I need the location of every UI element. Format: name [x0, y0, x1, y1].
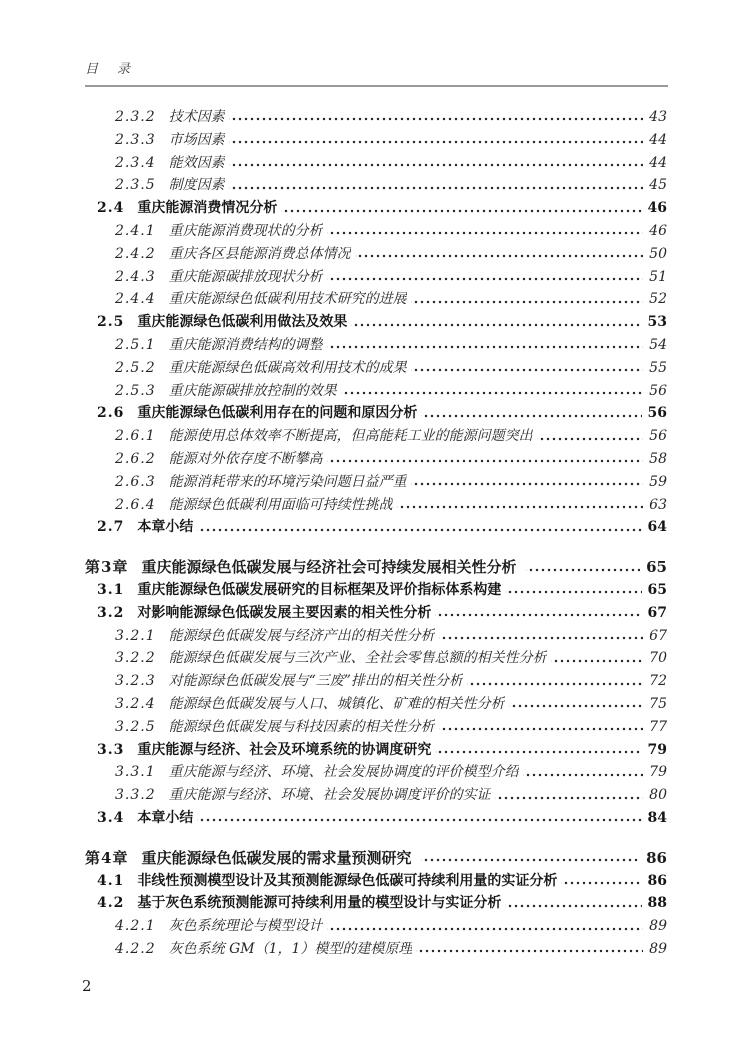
toc-entry [85, 197, 667, 220]
toc-entry-page: 86 [646, 848, 667, 867]
toc-leader-dots [537, 425, 643, 448]
toc-leader-dots [229, 129, 643, 152]
toc-entry-page: 58 [649, 450, 667, 467]
toc-entry [85, 380, 667, 403]
toc-leader-dots [439, 625, 643, 648]
toc-entry-title: 能源对外依存度不断攀高 [168, 450, 323, 467]
toc-entry-page: 46 [649, 222, 667, 239]
toc-entry-page: 67 [649, 627, 667, 644]
toc-entry [85, 807, 667, 830]
toc-entry [85, 892, 667, 915]
toc-entry-title: 本章小结 [137, 519, 194, 536]
toc-entry-number: 3.4 [97, 809, 125, 826]
toc-entry-title: 重庆能源绿色低碳利用技术研究的进展 [168, 291, 407, 308]
toc-entry-title: 能源消耗带来的环境污染问题日益严重 [168, 473, 407, 490]
toc-entry [85, 693, 667, 716]
toc-entry-page: 43 [649, 109, 667, 125]
toc-leader-dots [505, 579, 641, 602]
toc-entry-number: 4.2.2 [115, 940, 156, 957]
toc-leader-dots [327, 266, 643, 289]
toc-entry-title: 能源绿色低碳发展与经济产出的相关性分析 [168, 627, 435, 644]
toc-entry-number: 2.6.4 [115, 496, 156, 513]
toc-entry-title: 市场因素 [168, 131, 225, 148]
toc-entry [85, 870, 667, 893]
toc-entry-number: 2.6.2 [115, 450, 156, 467]
toc-entry-number: 4.1 [97, 872, 125, 889]
toc-entry-page: 80 [649, 787, 667, 804]
toc-entry-title: 重庆能源碳排放现状分析 [168, 268, 323, 285]
toc-leader-dots [439, 716, 643, 739]
toc-entry-number: 3.1 [97, 581, 125, 598]
toc-leader-dots [197, 807, 641, 830]
toc-entry [85, 357, 667, 380]
toc-entry-number: 2.5.2 [115, 359, 156, 376]
toc-entry-title: 灰色系统 GM（1，1）模型的建模原理 [168, 940, 413, 957]
toc-entry [85, 402, 667, 425]
toc-entry-page: 53 [647, 314, 667, 331]
toc-leader-dots [341, 380, 643, 403]
toc-entry-number: 3.2.4 [115, 695, 156, 712]
toc-leader-dots [327, 915, 643, 938]
toc-leader-dots [416, 938, 643, 961]
toc-entry-title: 基于灰色系统预测能源可持续利用量的模型设计与实证分析 [137, 895, 502, 912]
toc-entry [85, 448, 667, 471]
toc-entry-number: 2.7 [97, 519, 125, 536]
toc-entry-title: 能效因素 [168, 154, 225, 171]
toc-leader-dots [505, 892, 641, 915]
header-rule [85, 85, 668, 87]
toc-entry [85, 602, 667, 625]
toc-entry-page: 89 [649, 940, 667, 957]
toc-leader-dots [397, 494, 643, 517]
toc-entry-number: 2.4.3 [115, 268, 156, 285]
toc-entry-number: 2.3.5 [115, 177, 156, 194]
toc-entry [85, 938, 667, 961]
toc-leader-dots [197, 516, 641, 539]
toc-entry [85, 625, 667, 648]
toc-leader-dots [551, 647, 643, 670]
toc-entry-page: 79 [649, 764, 667, 781]
toc-entry-page: 44 [649, 131, 667, 148]
toc-leader-dots [229, 152, 643, 175]
toc-leader-dots [229, 106, 643, 129]
toc-entry-number: 第4章 [85, 848, 129, 867]
toc-leader-dots [467, 670, 643, 693]
toc-leader-dots [561, 870, 641, 893]
toc-leader-dots [327, 448, 643, 471]
toc-entry-number: 2.4 [97, 200, 125, 217]
toc-entry [85, 106, 667, 129]
toc-entry [85, 579, 667, 602]
toc-entry-number: 2.4.1 [115, 222, 156, 239]
toc-entry-title: 重庆能源绿色低碳利用做法及效果 [137, 314, 348, 331]
toc-entry [85, 670, 667, 693]
toc-entry [85, 556, 667, 579]
toc-entry-number: 3.3 [97, 741, 125, 758]
toc-leader-dots [351, 311, 641, 334]
toc-entry-title: 能源绿色低碳利用面临可持续性挑战 [168, 496, 393, 513]
toc-leader-dots [327, 220, 643, 243]
toc-entry-number: 2.4.2 [115, 245, 156, 262]
toc-entry-page: 77 [649, 718, 667, 735]
toc-entry-title: 重庆能源绿色低碳发展研究的目标框架及评价指标体系构建 [137, 581, 502, 598]
toc-entry-number: 2.6.3 [115, 473, 156, 490]
toc-entry-title: 对能源绿色低碳发展与“三废”排出的相关性分析 [168, 673, 463, 690]
toc-leader-dots [495, 784, 643, 807]
toc-entry-title: 重庆能源绿色低碳发展的需求量预测研究 [141, 848, 412, 867]
toc-entry-number: 3.2.5 [115, 718, 156, 735]
toc-entry-title: 非线性预测模型设计及其预测能源绿色低碳可持续利用量的实证分析 [137, 872, 558, 889]
toc-entry-title: 重庆各区县能源消费总体情况 [168, 245, 351, 262]
toc-entry-number: 2.5 [97, 314, 125, 331]
toc-leader-dots [411, 357, 643, 380]
toc-entry-page: 75 [649, 695, 667, 712]
toc-entry-page: 46 [647, 200, 667, 217]
toc-entry-title: 重庆能源与经济、环境、社会发展协调度的评价模型介绍 [168, 764, 519, 781]
toc-entry-page: 50 [649, 245, 667, 262]
toc-entry-number: 2.3.3 [115, 131, 156, 148]
toc-entry-page: 63 [649, 496, 667, 513]
toc-entry-title: 重庆能源绿色低碳高效利用技术的成果 [168, 359, 407, 376]
toc-entry-title: 重庆能源与经济、社会及环境系统的协调度研究 [137, 741, 432, 758]
toc-entry-number: 3.3.2 [115, 787, 156, 804]
toc-entry [85, 494, 667, 517]
toc-entry-number: 2.4.4 [115, 291, 156, 308]
toc-entry-page: 51 [649, 268, 667, 285]
toc-entry [85, 266, 667, 289]
toc-entry-page: 65 [646, 558, 667, 577]
toc-entry-page: 86 [647, 872, 667, 889]
toc-entry-title: 对影响能源绿色低碳发展主要因素的相关性分析 [137, 604, 432, 621]
toc-entry [85, 647, 667, 670]
running-header [85, 58, 133, 77]
toc-entry-title: 能源绿色低碳发展与科技因素的相关性分析 [168, 718, 435, 735]
toc-leader-dots [411, 288, 643, 311]
toc-entry-number: 2.3.2 [115, 109, 156, 125]
toc-entry [85, 516, 667, 539]
toc-entry [85, 129, 667, 152]
toc-entry-title: 重庆能源消费结构的调整 [168, 336, 323, 353]
toc-entry-title: 能源绿色低碳发展与三次产业、全社会零售总额的相关性分析 [168, 650, 547, 667]
toc-entry-number: 3.2 [97, 604, 125, 621]
toc-entry-page: 56 [649, 382, 667, 399]
toc-entry-number: 2.6.1 [115, 428, 156, 445]
toc-entry-number: 2.5.3 [115, 382, 156, 399]
toc-leader-dots [435, 602, 641, 625]
toc-leader-dots [229, 174, 643, 197]
toc-entry-title: 重庆能源绿色低碳发展与经济社会可持续发展相关性分析 [141, 558, 517, 577]
toc-entry-title: 本章小结 [137, 809, 194, 826]
toc-entry-title: 重庆能源与经济、环境、社会发展协调度评价的实证 [168, 787, 491, 804]
toc-entry [85, 784, 667, 807]
toc-leader-dots [526, 556, 640, 579]
toc-entry-number: 3.3.1 [115, 764, 156, 781]
toc-entry-title: 能源使用总体效率不断提高，但高能耗工业的能源问题突出 [168, 428, 533, 445]
toc-entry-title: 重庆能源绿色低碳利用存在的问题和原因分析 [137, 405, 418, 422]
toc-entry-title: 制度因素 [168, 177, 225, 194]
toc-entry [85, 334, 667, 357]
toc-entry-page: 52 [649, 291, 667, 308]
toc-entry [85, 915, 667, 938]
toc-entry-page: 67 [647, 604, 667, 621]
toc-entry-page: 56 [649, 428, 667, 445]
toc-leader-dots [435, 739, 641, 762]
toc-entry-page: 44 [649, 154, 667, 171]
toc-entry-title: 重庆能源消费情况分析 [137, 200, 278, 217]
toc-entry-page: 88 [647, 895, 667, 912]
toc-entry [85, 739, 667, 762]
toc-leader-dots [355, 243, 643, 266]
toc-entry-page: 79 [647, 741, 667, 758]
toc-entry-page: 70 [649, 650, 667, 667]
toc-entry [85, 174, 667, 197]
toc-entry-title: 重庆能源碳排放控制的效果 [168, 382, 337, 399]
toc-leader-dots [523, 761, 643, 784]
toc-entry-page: 56 [647, 405, 667, 422]
toc-leader-dots [421, 847, 640, 870]
table-of-contents [85, 106, 667, 961]
toc-leader-dots [509, 693, 643, 716]
toc-entry [85, 471, 667, 494]
toc-entry-number: 2.6 [97, 405, 125, 422]
toc-entry [85, 847, 667, 870]
running-header-text: 目 录 [85, 62, 134, 77]
toc-entry-number: 3.2.1 [115, 627, 156, 644]
toc-entry-page: 59 [649, 473, 667, 490]
toc-entry [85, 243, 667, 266]
toc-entry-page: 64 [647, 519, 667, 536]
toc-entry-number: 4.2.1 [115, 918, 156, 935]
toc-entry-page: 72 [649, 673, 667, 690]
toc-entry-number: 2.5.1 [115, 336, 156, 353]
toc-entry-title: 技术因素 [168, 109, 225, 125]
toc-leader-dots [327, 334, 643, 357]
toc-entry [85, 425, 667, 448]
page-number: 2 [82, 977, 92, 995]
toc-entry-title: 灰色系统理论与模型设计 [168, 918, 323, 935]
toc-entry-number: 3.2.2 [115, 650, 156, 667]
toc-entry-page: 45 [649, 177, 667, 194]
toc-entry [85, 716, 667, 739]
toc-entry [85, 311, 667, 334]
toc-entry-number: 2.3.4 [115, 154, 156, 171]
toc-entry-page: 65 [647, 581, 667, 598]
toc-entry-title: 重庆能源消费现状的分析 [168, 222, 323, 239]
toc-entry [85, 761, 667, 784]
toc-entry-page: 89 [649, 918, 667, 935]
toc-entry [85, 288, 667, 311]
toc-entry-page: 54 [649, 336, 667, 353]
toc-leader-dots [281, 197, 641, 220]
toc-entry [85, 152, 667, 175]
toc-entry-number: 3.2.3 [115, 673, 156, 690]
toc-entry-page: 55 [649, 359, 667, 376]
toc-leader-dots [411, 471, 643, 494]
toc-entry-title: 能源绿色低碳发展与人口、城镇化、矿难的相关性分析 [168, 695, 505, 712]
toc-entry [85, 220, 667, 243]
toc-entry-page: 84 [647, 809, 667, 826]
toc-leader-dots [421, 402, 641, 425]
toc-entry-number: 第3章 [85, 558, 129, 577]
toc-entry-number: 4.2 [97, 895, 125, 912]
